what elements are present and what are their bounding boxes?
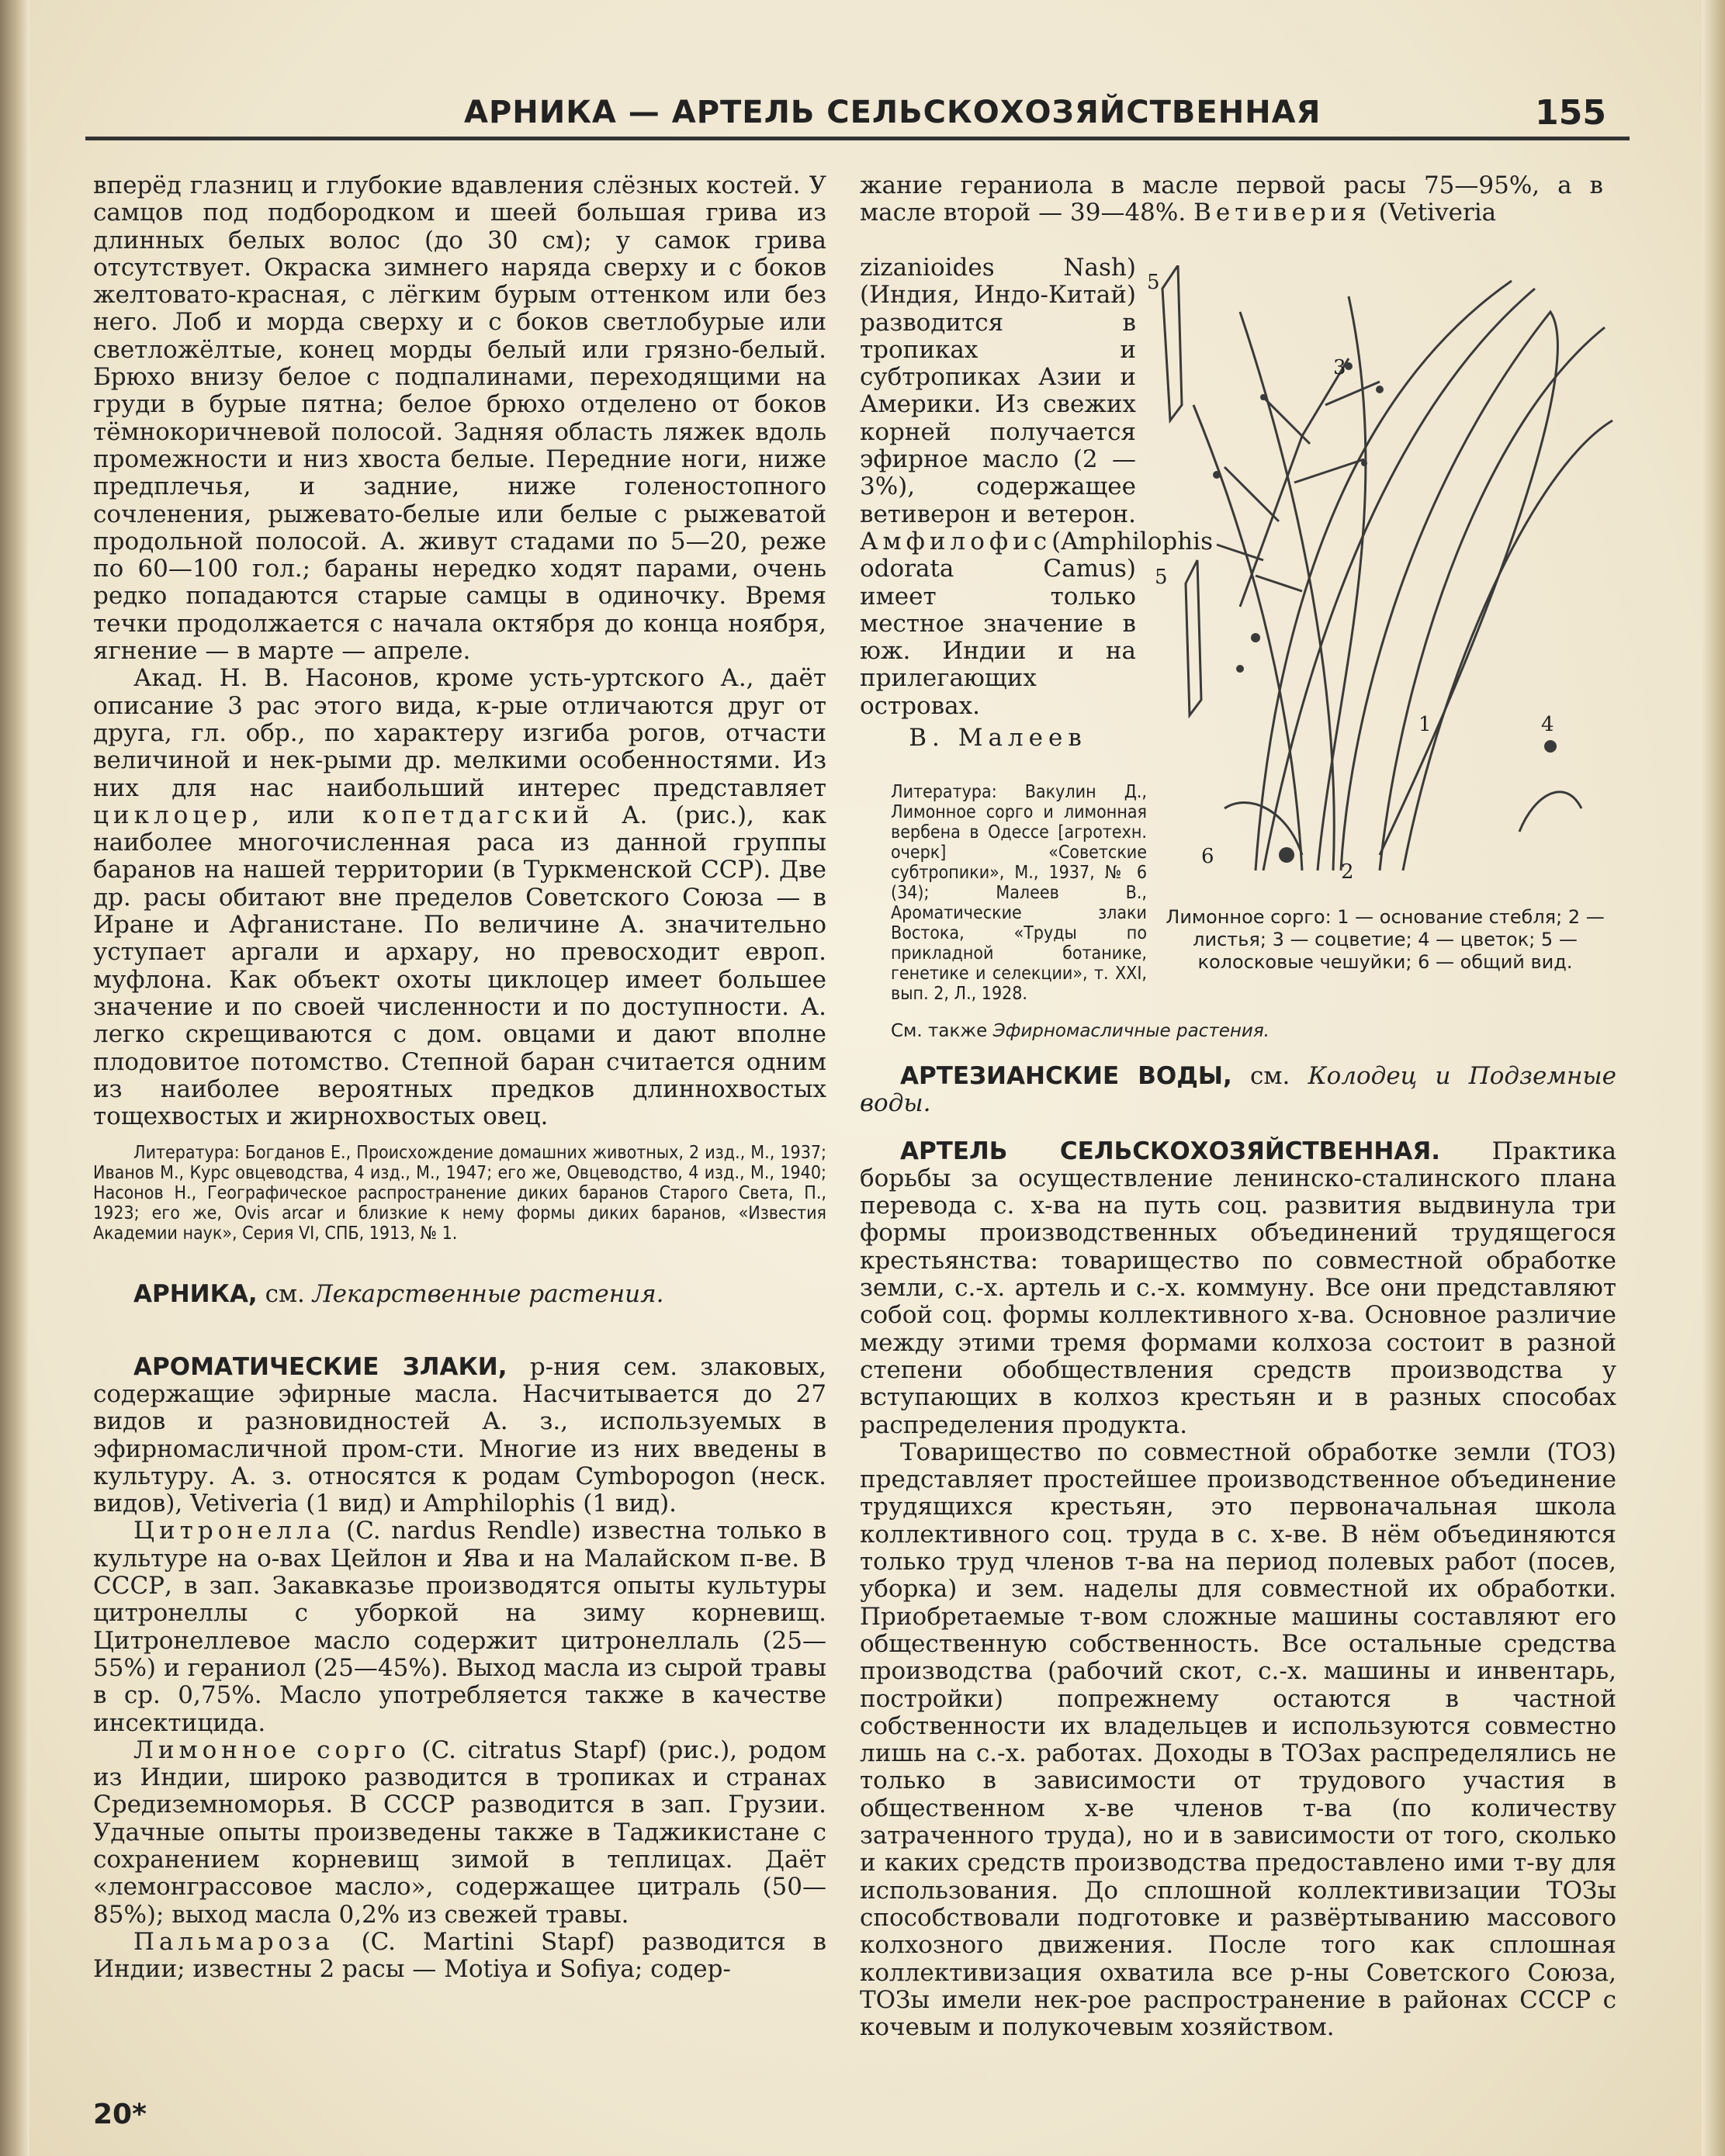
- term-cyclocer: циклоцер: [93, 801, 252, 829]
- author-signature: В. Малеев: [909, 724, 1087, 753]
- figure-label-4: 4: [1541, 713, 1554, 736]
- running-title: АРНИКА — АРТЕЛЬ СЕЛЬСКОХОЗЯЙСТВЕННАЯ: [464, 95, 1321, 130]
- figure-label-2: 2: [1341, 860, 1354, 884]
- paragraph-citronella: [93, 1518, 826, 1736]
- paragraph-argali-description: вперёд глазниц и глубокие вдавления слёзных костей. У самцов под подбородком и шеей большая грива из длинных белых волос (до 30 см); у самок грива отсутствует. Окраска зимнего наряда сверху и с боков желтовато-красная, с лёгким бурым оттенком или без него. Лоб и морда сверху и с боков светлобурые или светложёлтые, конец морды белый или грязно-белый. Брюхо внизу белое с подпалинами, переходящими на груди в бурые пятна; белое брюхо отделено от боков тёмнокоричневой полосой. Задняя область ляжек вдоль промежности и низ хвоста белые. Передние ноги, ниже предплечья, и задние, ниже голеностопного сочленения, рыжевато-белые или белые с рыжеватой продольной полосой. А. живут стадами по 5—20, реже по 60—100 гол.; бараны нередко ходят парами, очень редко попадаются старые самцы в одиночку. Время течки продолжается с начала октября до конца ноября, ягнение — в марте — апреле.: [93, 171, 826, 666]
- literature-right: Литература: Вакулин Д., Лимонное сорго и лимонная вербена в Одессе [агротехн. очерк] «Советские субтропики», М., 1937, № 6 (34); Малеев В., Ароматические злаки Востока, «Труды по прикладной ботанике, генетике и селекции», т. XXI, вып. 2, Л., 1928.: [891, 782, 1147, 1004]
- paragraph-palmarosa: [93, 1929, 826, 1984]
- entry-aromatic-grasses: [93, 1354, 826, 1518]
- artesian-reference: Колодец и Подземные воды.: [860, 1062, 1617, 1118]
- artesian-see: см.: [1250, 1062, 1290, 1090]
- right-column-wrap: [860, 254, 1213, 756]
- artel-heading: АРТЕЛЬ СЕЛЬСКОХОЗЯЙСТВЕННАЯ.: [900, 1137, 1440, 1165]
- left-column: [93, 172, 826, 1984]
- nasonov-text-end: А. (рис.), как наиболее многочисленная раса из данной группы баранов на нашей территории (в Туркменской ССР). Две др. расы обитают вне пределов Советского Союза — в Иране и Афганистане. По величине А. значительно уступает аргали и архару, но превосходит европ. муфлона. Как объект охоты циклоцер имеет большее значение и по своей численности и по доступности. А. легко скрещиваются с дом. овцами и дают вполне плодовитое потомство. Степной баран считается одним из наиболее вероятных предков длиннохвостых тощехвостых и жирнохвостых овец.: [93, 801, 826, 1131]
- arnika-heading: АРНИКА,: [133, 1280, 258, 1309]
- signature-mark: 20*: [93, 2099, 147, 2130]
- page-edge-shadow: [1702, 0, 1725, 2156]
- paragraph-vetiveria: [860, 254, 1213, 720]
- entry-artel: [860, 1138, 1616, 1439]
- term-palmarosa: Пальмароза: [133, 1927, 334, 1956]
- vetiveria-latin: (Vetiveria: [1378, 199, 1497, 227]
- aromatic-text: р-ния сем. злаковых, содержащие эфирные масла. Насчитывается до 27 видов и разновидностей А. з., используемых в эфирномасличной пром-сти. Многие из них введены в культуру. А. з. относятся к родам Cymbopogon (неск. видов), Vetiveria (1 вид) и Amphilophis (1 вид).: [93, 1352, 826, 1518]
- literature-left: Литература: Богданов Е., Происхождение домашних животных, 2 изд., М., 1937; Иванов М., Курс овцеводства, 4 изд., М., 1947; его же, Овцеводство, 4 изд., М., 1940; Насонов Н., Географическое распространение диких баранов Старого Света, П., 1923; его же, Ovis arcar и близкие к нему формы диких баранов, «Известия Академии наук», Серия VI, СПБ, 1913, № 1.: [93, 1143, 826, 1244]
- term-lemon-sorghum: Лимонное сорго: [133, 1736, 410, 1764]
- amphilophis-text: (Amphilophis odorata Camus) имеет только местное значение в юж. Индии и на прилегающих островах.: [860, 527, 1213, 720]
- paragraph-nasonov: [93, 665, 826, 1130]
- entry-artesian: [860, 1063, 1616, 1118]
- paragraph-geraniol: [860, 172, 1603, 227]
- page-number: 155: [1535, 93, 1606, 133]
- term-amphilophis: Амфилофис: [860, 527, 1052, 555]
- figure-label-5b: 5: [1155, 566, 1168, 589]
- figure-caption: Лимонное сорго: 1 — основание стебля; 2 — листья; 3 — соцветие; 4 — цветок; 5 — колосковые чешуйки; 6 — общий вид.: [1166, 906, 1605, 973]
- artesian-heading: АРТЕЗИАНСКИЕ ВОДЫ,: [900, 1062, 1232, 1090]
- palmarosa-text: (C. Martini Stapf) разводится в Индии; известны 2 расы — Motiya и Sofiya; содер-: [93, 1927, 827, 1984]
- see-also-reference: Эфирномасличные растения.: [992, 1021, 1270, 1041]
- aromatic-heading: АРОМАТИЧЕСКИЕ ЗЛАКИ,: [133, 1352, 507, 1381]
- figure-label-5a: 5: [1147, 271, 1160, 294]
- right-column-top: [860, 172, 1603, 227]
- nasonov-text-start: Акад. Н. В. Насонов, кроме усть-уртского А., даёт описание 3 рас этого вида, к-рые отличаются друг от друга, гл. обр., по характеру изгиба рогов, отчасти величиной и нек-рыми др. мелкими особенностями. Из них для нас наибольший интерес представляет: [93, 664, 826, 802]
- entry-arnika: [93, 1281, 826, 1308]
- term-vetiveria: Ветиверия: [1193, 199, 1371, 227]
- arnika-reference: Лекарственные растения.: [312, 1280, 664, 1309]
- term-kopetdag: копетдагский: [362, 801, 594, 829]
- botanical-drawing: [1147, 265, 1624, 892]
- nasonov-or: , или: [251, 801, 335, 829]
- page-header: [85, 92, 1630, 138]
- vetiveria-text: zizanioides Nash) (Индия, Индо-Китай) разводится в тропиках и субтропиках Азии и Америки. Из свежих корней получается эфирное масло (2 — 3%), содержащее ветиверон и ветерон.: [860, 254, 1136, 528]
- figure-label-6: 6: [1201, 845, 1214, 868]
- artel-paragraph-2: Товарищество по совместной обработке земли (ТОЗ) представляет простейшее производственное объединение трудящихся крестьян, это первоначальная школа коллективного соц. труда в с. х-ве. В нём объединяются только труд членов т-ва на период полевых работ (посев, уборка) и зем. наделы для совместной их обработки. Приобретаемые т-вом сложные машины составляют его общественную собственность. Все остальные средства производства (рабочий скот, с.-х. машины и инвентарь, постройки) попрежнему остаются в частной собственности их владельцев и используются совместно лишь на с.-х. работах. Доходы в ТОЗах распределялись не только в зависимости от трудового участия в общественном х-ве членов т-ва (по количеству затраченного труда), но и в зависимости от того, сколько и каких средств производства предоставлено ими т-ву для использования. До сплошной коллективизации ТОЗы способствовали подготовке и развёртыванию массового колхозного движения. После того как сплошная коллективизация охватила все р-ны Советского Союза, ТОЗы имели нек-рое распространение в районах СССР с кочевым и полукочевым хозяйством.: [860, 1438, 1616, 2042]
- term-citronella: Цитронелла: [133, 1517, 336, 1545]
- header-rule: [85, 137, 1630, 140]
- right-literature-block: [891, 782, 1147, 1004]
- citronella-text: (C. nardus Rendle) известна только в культуре на о-вах Цейлон и Ява и на Малайском п-ве. В СССР, в зап. Закавказье производятся опыты культуры цитронеллы с уборкой на зиму корневищ. Цитронеллевое масло содержит цитронеллаль (25—55%) и гераниол (25—45%). Выход масла из сырой травы в ср. 0,75%. Масло употребляется также в качестве инсектицида.: [93, 1517, 826, 1737]
- book-spine-shadow: [0, 0, 29, 2156]
- lemon-text: (C. citratus Stapf) (рис.), родом из Индии, широко разводится в тропиках и странах Средиземноморья. В СССР разводится в зап. Грузии. Удачные опыты произведены также в Таджикистане с сохранением корневищ зимой в теплицах. Даёт «лемонграссовое масло», содержащее цитраль (50—85%); выход масла 0,2% из свежей травы.: [93, 1736, 826, 1929]
- right-column-lower: [860, 1063, 1616, 2041]
- paragraph-lemon-sorghum: [93, 1737, 826, 1929]
- figure-label-1: 1: [1418, 713, 1432, 736]
- figure-label-3: 3: [1333, 356, 1346, 379]
- artel-paragraph-1: Практика борьбы за осуществление ленинско-сталинского плана перевода с. х-ва на путь соц. развития выдвинула три формы производственных объединений трудящегося крестьянства: товарищество по совместной обработке земли, с.-х. артель и с.-х. коммуну. Все они представляют собой соц. формы коллективного х-ва. Основное различие между этими тремя формами колхоза состоит в разной степени обобществления средств производства у вступающих в колхоз крестьян и в разных способах распределения продукта.: [860, 1137, 1616, 1439]
- lemon-sorghum-illustration: [1147, 265, 1624, 892]
- see-also-label: См. также: [891, 1021, 988, 1041]
- geraniol-text: жание гераниола в масле первой расы 75—95%, а в масле второй — 39—48%.: [860, 171, 1603, 227]
- arnika-see: см.: [265, 1280, 305, 1309]
- see-also-line: [891, 1021, 1628, 1041]
